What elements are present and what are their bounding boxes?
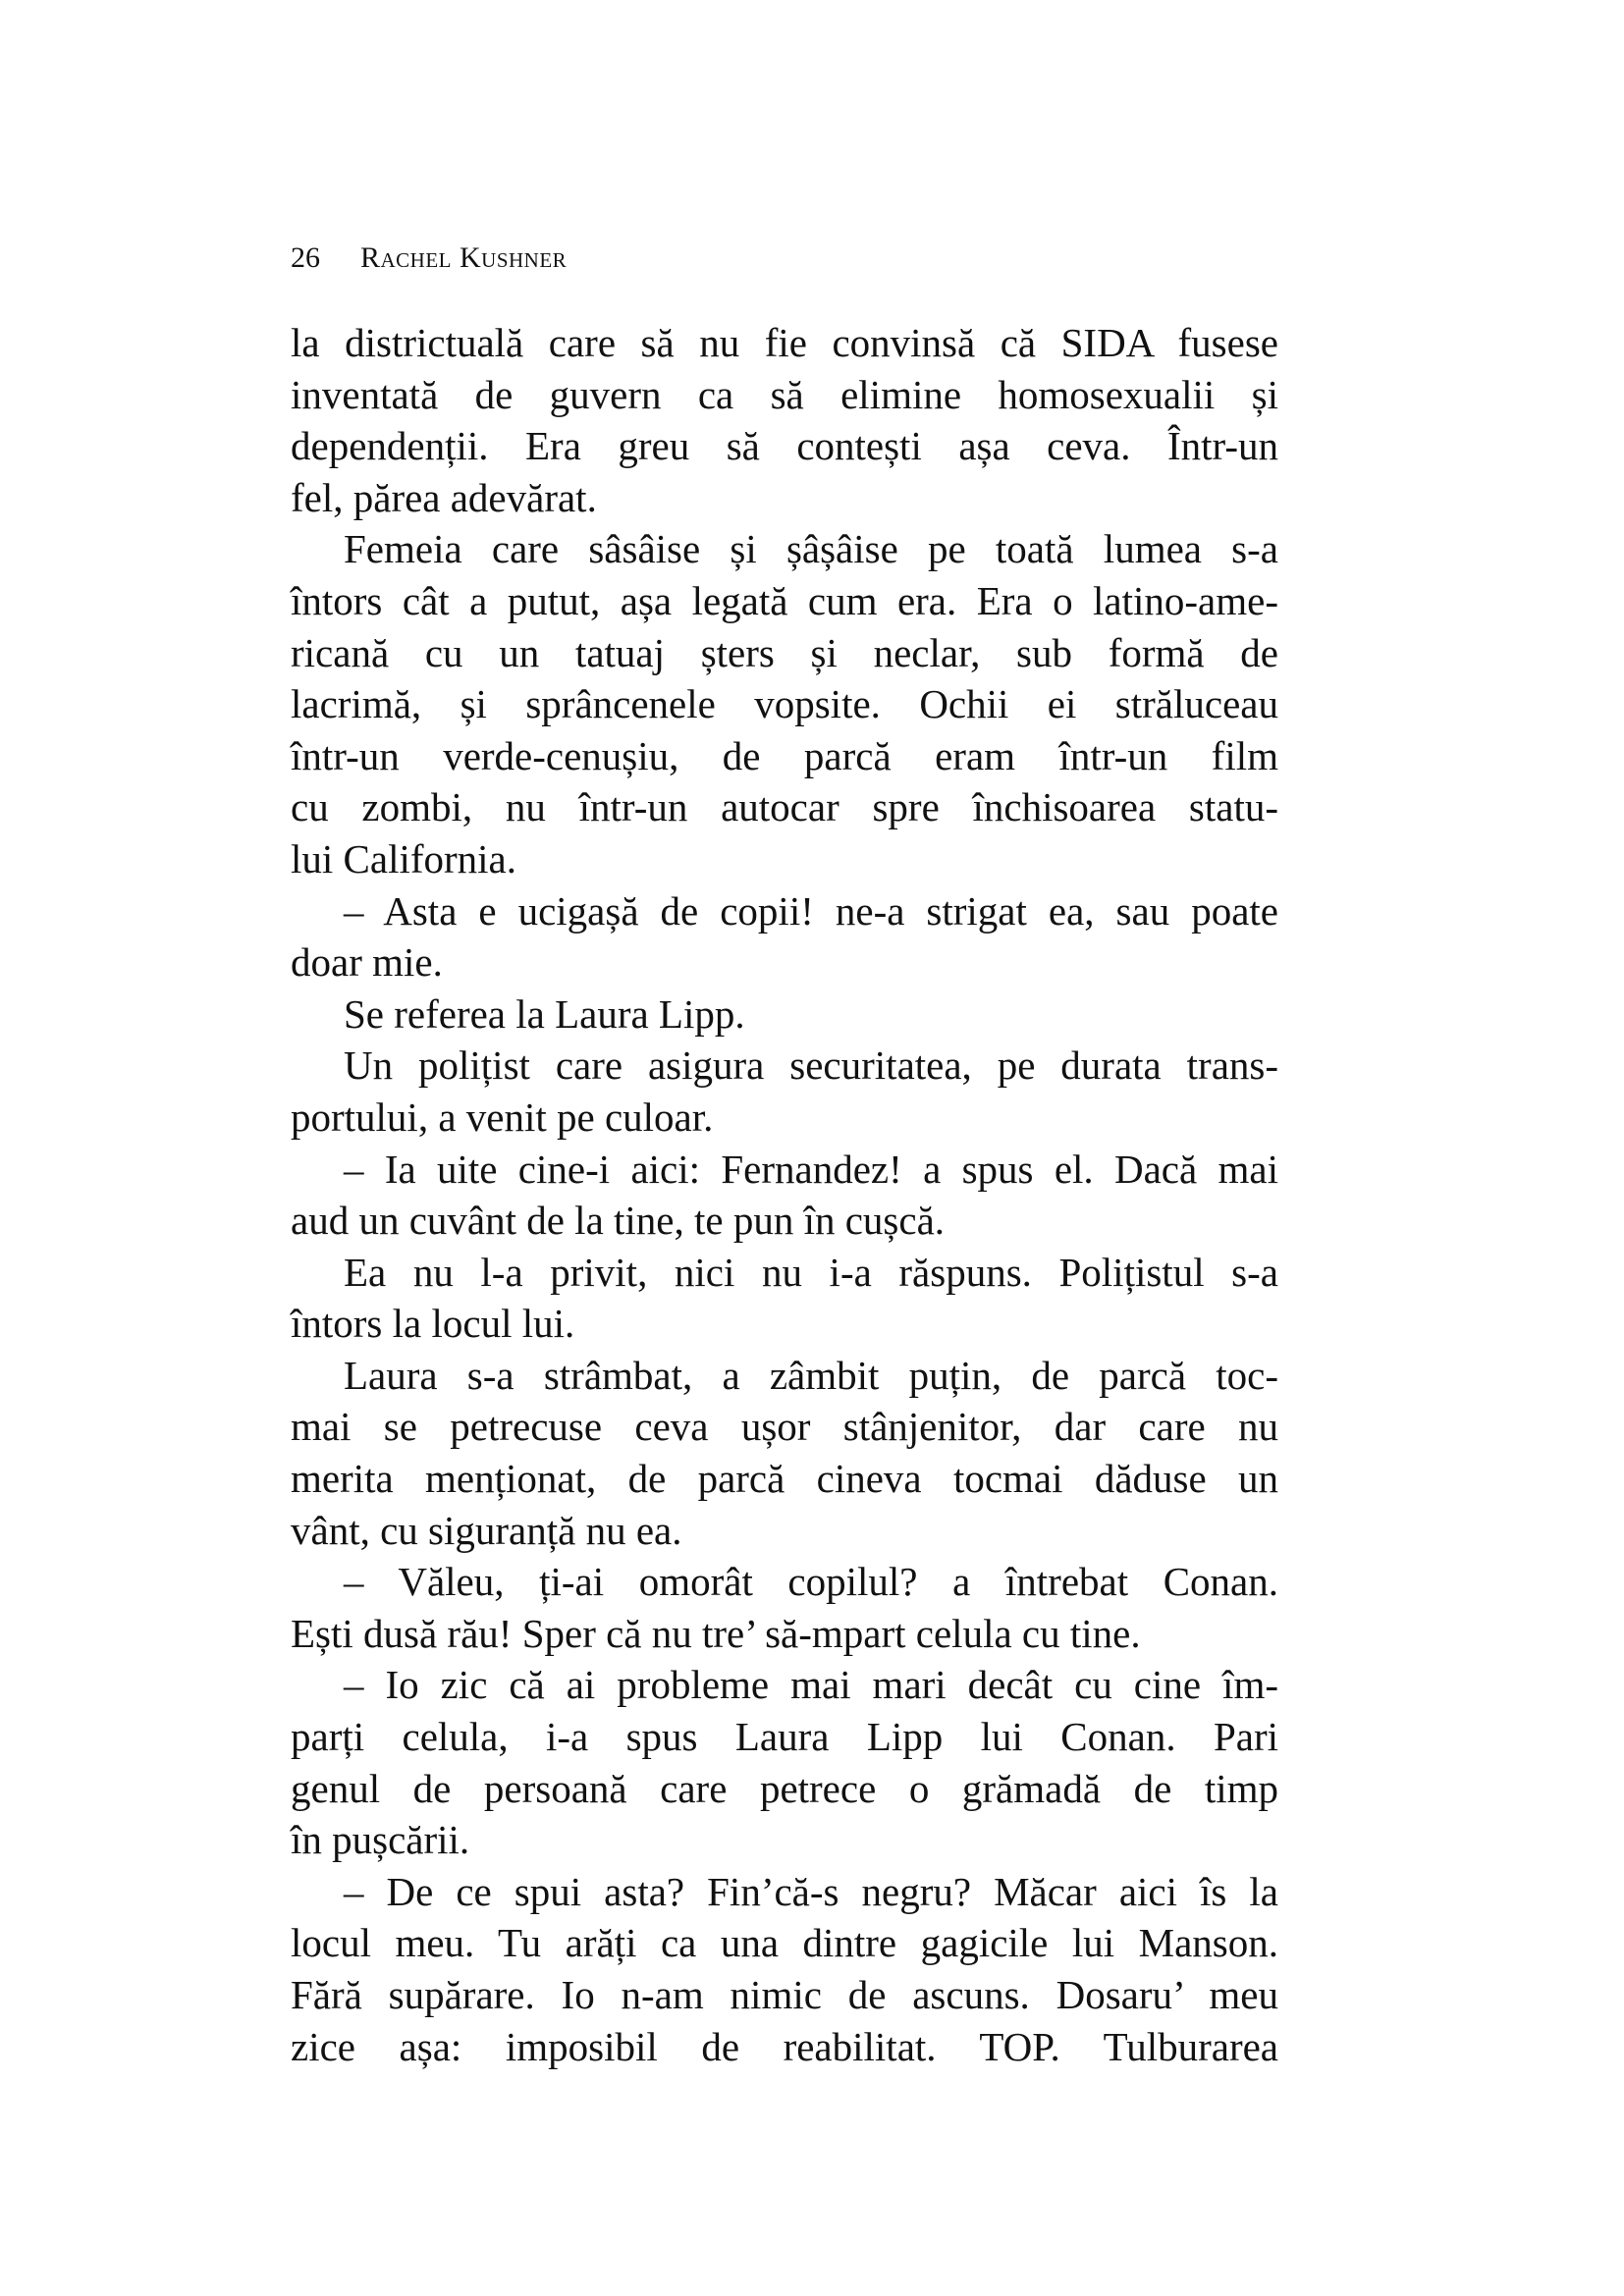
text-line: – Asta e ucigașă de copii! ne-a strigat ea, sau poate (344, 887, 1278, 934)
text-line: fel, părea adevărat. (291, 474, 597, 520)
text-line: la districtuală care să nu fie convinsă că SIDA fusese (291, 320, 1278, 365)
text-line: parți celula, i-a spus Laura Lipp lui Conan. Pari (291, 1714, 1278, 1760)
text-line: Fără supărare. Io n-am nimic de ascuns. Dosaru’ meu (291, 1972, 1278, 2017)
text-line: Femeia care sâsâise și șâșâise pe toată lumea s-a (344, 526, 1278, 572)
text-line: Ești dusă rău! Sper că nu tre’ să-mpart celula cu tine. (291, 1610, 1141, 1656)
text-line: într-un verde-cenușiu, de parcă eram într-un film (291, 732, 1278, 778)
text-line: merita menționat, de parcă cineva tocmai dăduse un (291, 1456, 1278, 1502)
author-name: Rachel Kushner (360, 241, 568, 274)
running-header (291, 241, 567, 275)
text-line: genul de persoană care petrece o grămadă de timp (291, 1765, 1278, 1811)
text-line: zice așa: imposibil de reabilitat. TOP. Tulburarea (291, 2023, 1278, 2069)
text-line: – De ce spui asta? Fin’că-s negru? Măcar aici îs la (344, 1868, 1278, 1914)
text-line: aud un cuvânt de la tine, te pun în cușcă. (291, 1198, 946, 1244)
text-line: lacrimă, și sprâncenele vopsite. Ochii ei străluceau (291, 681, 1278, 727)
text-line: ricană cu un tatuaj șters și neclar, sub formă de (291, 629, 1278, 675)
text-line: întors cât a putut, așa legată cum era. Era o latino-ame- (291, 577, 1278, 623)
text-line: mai se petrecuse ceva ușor stânjenitor, dar care nu (291, 1404, 1278, 1450)
text-line: doar mie. (291, 939, 443, 986)
text-line: – Văleu, ți-ai omorât copilul? a întrebat Conan. (344, 1559, 1278, 1605)
text-line: în pușcării. (291, 1817, 470, 1863)
text-line: cu zombi, nu într-un autocar spre închisoarea statu- (291, 784, 1278, 830)
text-line: portului, a venit pe culoar. (291, 1094, 714, 1140)
text-line: întors la locul lui. (291, 1301, 575, 1347)
text-line: Ea nu l-a privit, nici nu i-a răspuns. Polițistul s-a (344, 1249, 1278, 1295)
text-line: Se referea la Laura Lipp. (344, 990, 745, 1037)
text-line: locul meu. Tu arăți ca una dintre gagicile lui Manson. (291, 1920, 1278, 1966)
text-line: Laura s-a strâmbat, a zâmbit puțin, de parcă toc- (344, 1352, 1278, 1398)
text-line: vânt, cu siguranță nu ea. (291, 1507, 682, 1553)
text-line: – Ia uite cine-i aici: Fernandez! a spus el. Dacă mai (344, 1146, 1278, 1192)
text-line: – Io zic că ai probleme mai mari decât cu cine îm- (344, 1662, 1278, 1708)
text-line: dependenții. Era greu să contești așa ceva. Într-un (291, 423, 1278, 469)
page-number: 26 (291, 241, 320, 274)
text-line: Un polițist care asigura securitatea, pe durata trans- (344, 1042, 1278, 1089)
page-body-text (291, 317, 1278, 2072)
text-line: inventată de guvern ca să elimine homosexualii și (291, 371, 1278, 417)
text-line: lui California. (291, 835, 517, 881)
